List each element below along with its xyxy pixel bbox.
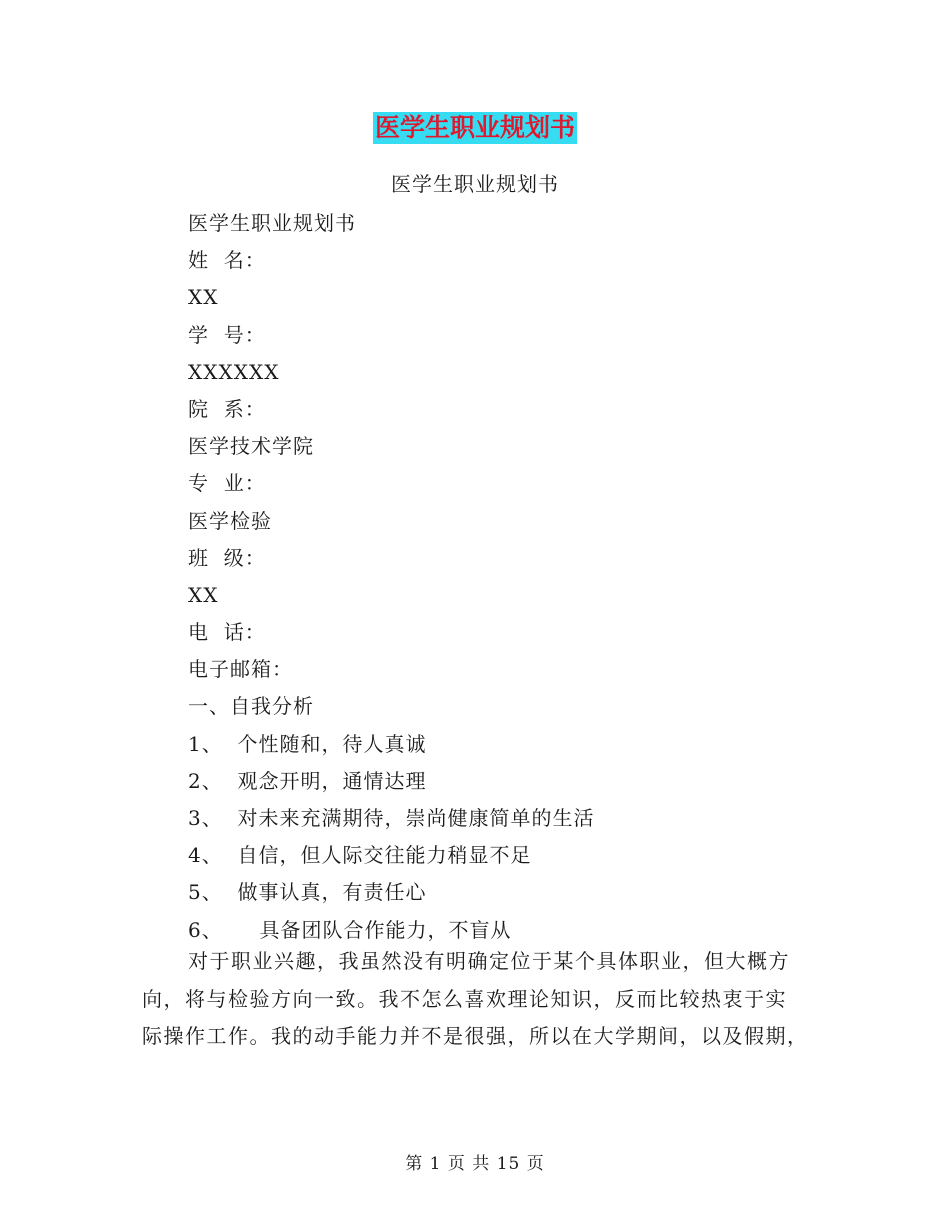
text-line: 4、 自信，但人际交往能力稍显不足 [188,843,532,868]
document-subtitle: 医学生职业规划书 [391,172,559,196]
text-line: 6、 具备团队合作能力，不盲从 [188,917,512,942]
text-line: 3、 对未来充满期待，崇尚健康简单的生活 [188,806,595,830]
body-paragraph [142,943,812,1056]
title-wrapper [0,112,950,144]
text-line: 2、 观念开明，通情达理 [188,768,427,793]
text-line: 1、 个性随和，待人真诚 [188,731,427,756]
text-line: XX [188,582,219,607]
info-lines [188,205,594,949]
text-line: 电 话： [188,620,266,645]
page-footer: 第 1 页 共 15 页 [405,1154,545,1174]
text-line: 院 系： [188,396,266,421]
text-line: XX [188,285,219,310]
paragraph-line: 对于职业兴趣，我虽然没有明确定位于某个具体职业，但大概方 [188,949,790,973]
text-line: 医学生职业规划书 [188,211,356,235]
text-line: XXXXXX [188,359,280,384]
text-line: 医学技术学院 [188,434,314,459]
text-line: 班 级： [188,545,266,570]
text-line: 电子邮箱： [188,657,293,682]
text-line: 姓 名： [188,248,266,273]
text-line: 专 业： [188,471,266,496]
text-line: 医学检验 [188,508,272,533]
text-line: 一、自我分析 [188,694,314,719]
document-title: 医学生职业规划书 [374,113,575,142]
text-line: 5、 做事认真，有责任心 [188,880,427,905]
text-line: 学 号： [188,322,266,347]
paragraph-line: 向，将与检验方向一致。我不怎么喜欢理论知识，反而比较热衷于实 [142,986,787,1011]
paragraph-line: 际操作工作。我的动手能力并不是很强，所以在大学期间，以及假期， [142,1024,809,1048]
